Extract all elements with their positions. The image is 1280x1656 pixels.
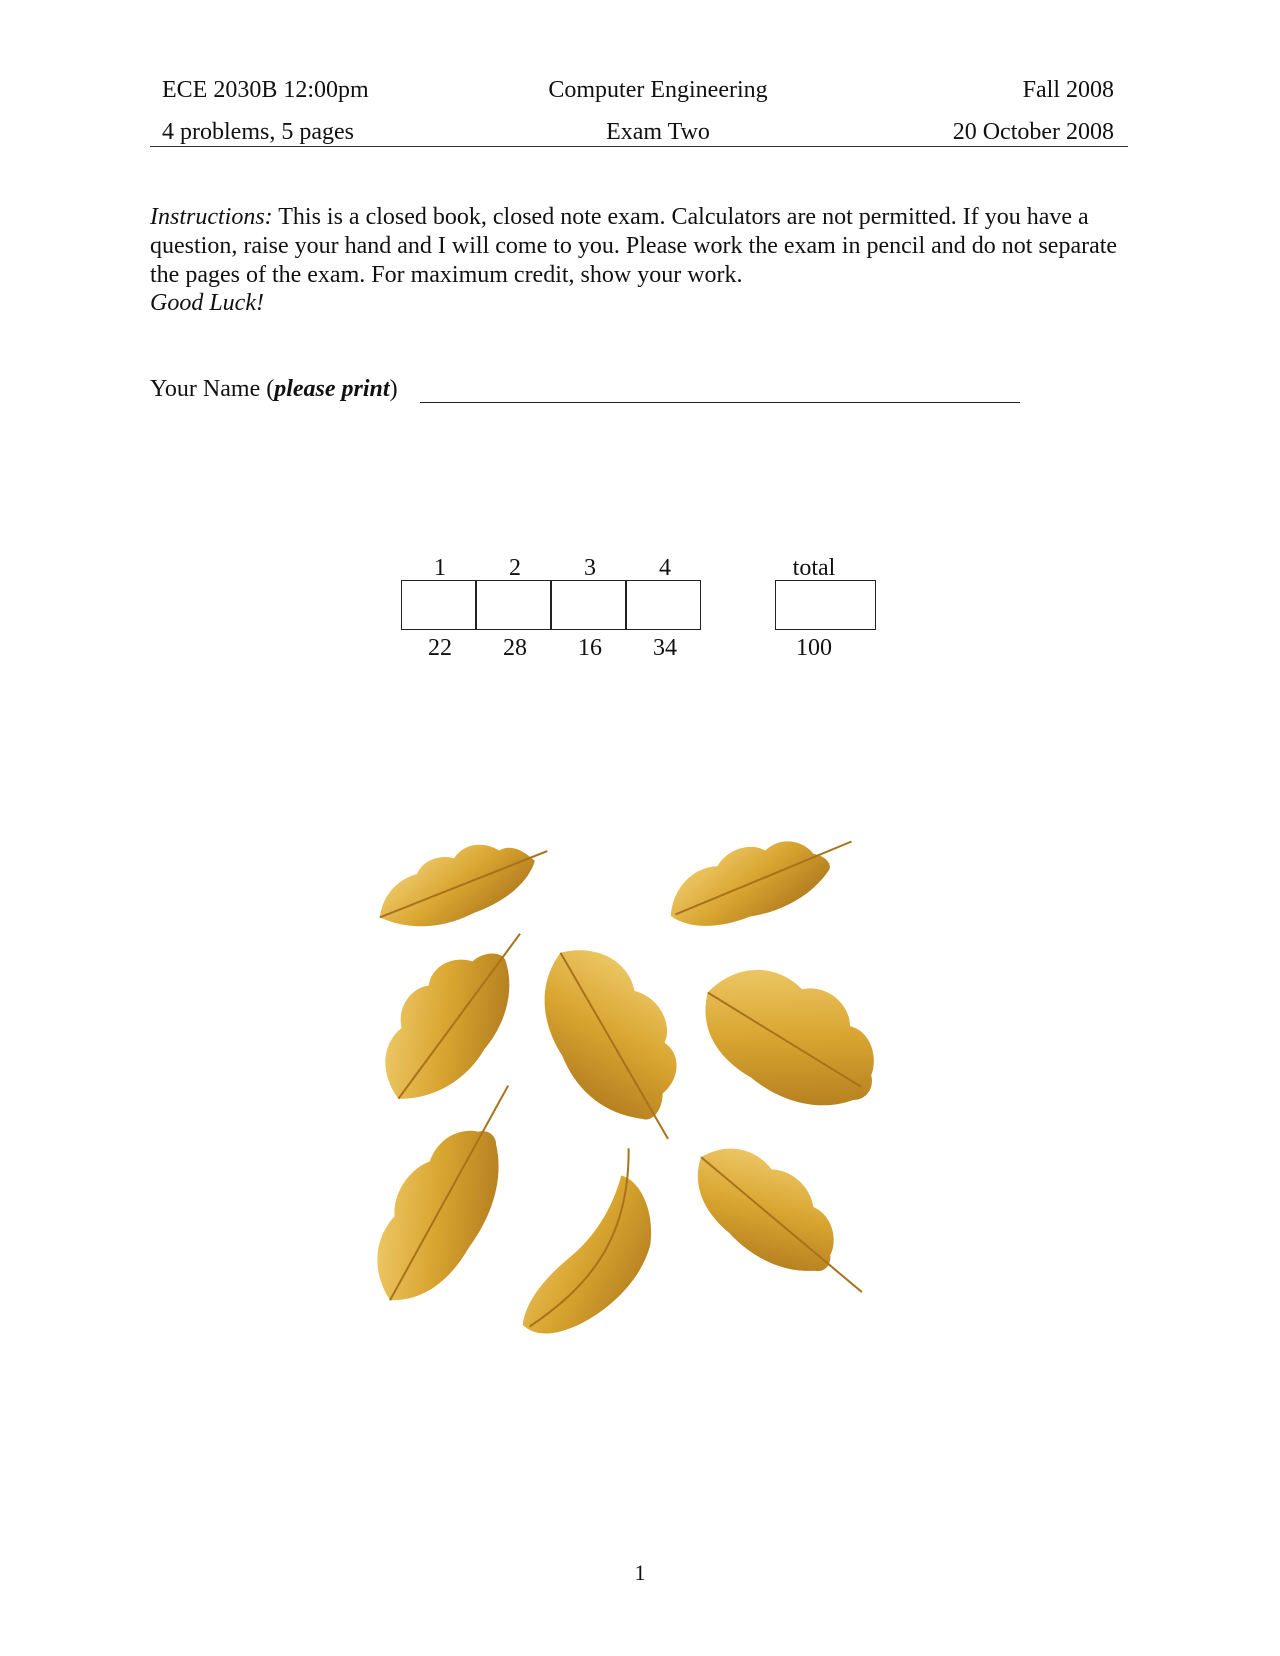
exam-date: 20 October 2008 (952, 119, 1114, 145)
problems-pages: 4 problems, 5 pages (162, 119, 354, 145)
leaf-icon (473, 1148, 693, 1349)
leaf-icon (370, 902, 551, 1123)
problem-number: 1 (434, 555, 446, 581)
instructions-text: This is a closed book, closed note exam. Calculators are not permitted. If you have a question, raise your hand and I will come to you. Please work the exam in pencil and do not separate the pages of the exam. For maximum credit, show your work. (150, 204, 1118, 288)
leaf-icon (675, 1123, 891, 1324)
golden-leaves-illustration (370, 820, 930, 1360)
total-label: total (792, 555, 836, 581)
score-box-1[interactable] (401, 580, 476, 630)
score-box-4[interactable] (626, 580, 701, 630)
problem-points: 34 (653, 635, 677, 661)
name-suffix: ) (389, 376, 398, 402)
score-box-2[interactable] (476, 580, 551, 630)
name-prefix: Your Name ( (150, 376, 275, 402)
exam-title: Exam Two (606, 119, 710, 145)
leaf-icon (681, 940, 902, 1133)
problem-number: 4 (659, 555, 671, 581)
score-box-3[interactable] (551, 580, 626, 630)
name-label (150, 376, 398, 403)
term: Fall 2008 (1022, 77, 1114, 103)
instructions (150, 203, 1130, 290)
course-code: ECE 2030B 12:00pm (162, 77, 369, 103)
total-points: 100 (796, 635, 832, 661)
leaf-icon (370, 821, 559, 944)
header-rule (150, 146, 1128, 147)
leaf-icon (516, 924, 718, 1165)
leaf-icon (657, 820, 864, 942)
problem-points: 28 (503, 635, 527, 661)
good-luck: Good Luck! (150, 290, 264, 316)
leaf-icon (370, 1065, 550, 1322)
score-box-total[interactable] (775, 580, 876, 630)
name-input-line[interactable] (420, 402, 1020, 403)
problem-points: 16 (578, 635, 602, 661)
problem-points: 22 (428, 635, 452, 661)
department: Computer Engineering (548, 77, 768, 103)
instructions-label: Instructions: (150, 204, 273, 230)
problem-number: 3 (584, 555, 596, 581)
problem-number: 2 (509, 555, 521, 581)
page-number: 1 (634, 1560, 646, 1585)
name-emphasis: please print (274, 376, 390, 402)
